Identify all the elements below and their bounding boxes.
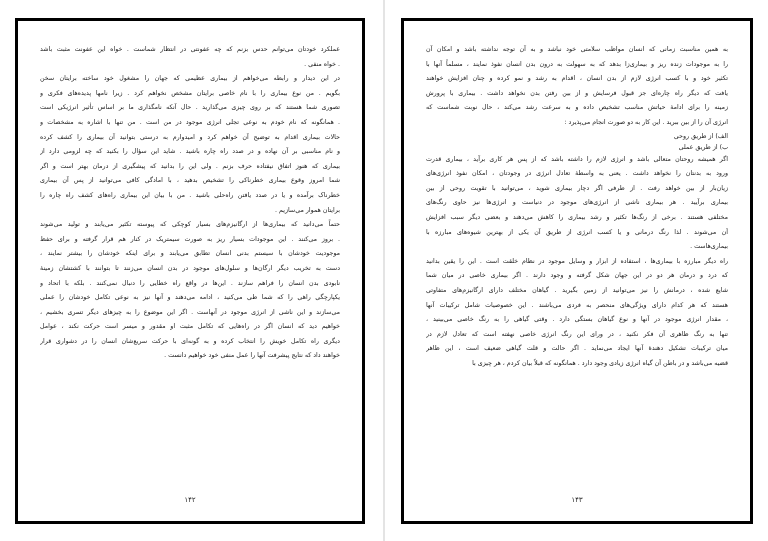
text-line: به همین مناسبت زمانی که انسان مواظب سلامتی خود نباشد و به آن توجه نداشته باشد و امکان آن (426, 46, 728, 53)
text-line: خطرناک برآمده و یا در صدد یافتن راه‌حلی باشید . من با بیان این بیماری راه‌های کشف راه چاره را (40, 191, 340, 199)
text-line: بیماری‌هاست . (690, 243, 728, 251)
text-line: هستند که هر کدام دارای ویژگی‌های منحصر به فردی می‌باشند . این خصوصیات شامل ترکیبات آنها (426, 301, 728, 309)
text-line: مختلفی هستند . برخی از رنگ‌ها تکثیر و رشد بیماری را کاهش می‌دهند و بعضی دیگر سبب افزایش (426, 213, 728, 221)
text-line: . خواه منفی . (304, 60, 340, 68)
text-line: که درد و درمان هر دو در این جهان شکل گرفته و وجود دارند . اگر بیماری خاصی در میان شما (426, 272, 728, 280)
text-line: می‌سازند و این ناشی از انرژی موجود در آنهاست . اگر این موضوع را به چیزهای دیگر تسری بخشیم ، (40, 308, 340, 316)
text-line: زمینه را برای ادامهٔ حیاتش مناسب تشخیص داده و به سرعت رشد می‌کند ، حال نوبت شماست که (426, 104, 728, 112)
text-line: . بروز می‌کنند . این موجودات بسیار ریز به صورت سیمتریک در کنار هم قرار گرفته و برای حفظ (40, 235, 340, 243)
right-page-number: ۱۴۳ (571, 496, 583, 504)
text-line: زیان‌بار از بین خواهد رفت . از طرفی اگر دچار بیماری شوید ، می‌توانید با تقویت روحی از بین (426, 184, 728, 192)
text-line: تصوری شما هستند که بر روی چیزی می‌گذارید . حال آنکه نامگذاری ما بر اساس تأثیر انرژیکی است (40, 104, 340, 112)
text-line: خواهند داد که نتایج پیشرفت آنها را عمل منفی خود خواهیم دانست . (164, 352, 340, 360)
text-line: خواهیم دید که انسان اگر در راه‌هایی که تکامل مثبت او مقدور و میسر است حرکت نکند ، عوامل (40, 323, 340, 331)
text-line: بیماری که هنوز اتفاق نیفتاده حرف بزنم . ولی این را بدانید که پیشگیری از درمان بهتر است و اگر (40, 162, 340, 170)
text-line: آن می‌شوند . لذا رنگ درمانی و یا کسب انرژی از طریق آن یکی از بهترین شیوه‌های مبارزه با (426, 228, 728, 236)
text-line: حتماً می‌دانید که بیماری‌ها از ارگانیزم‌های بسیار کوچکی که پیوسته تکثیر می‌یابند و تولید می‌شوند (40, 221, 340, 229)
right-page-frame (401, 18, 753, 524)
text-line: موجودیت خودشان با سیستم بدنی انسان تطابق می‌یابند و برای اینکه خودشان را بیشتر نمایند ، (40, 250, 340, 258)
left-page-frame (15, 18, 365, 524)
text-line: اگر همیشه روحتان متعالی باشد و انرژی لازم را داشته باشد که از پس هر کاری برآید ، بیماری قدرت (426, 155, 728, 163)
text-line: الف) از طریق روحی (673, 132, 728, 140)
text-line: تنها به رنگ ظاهری آن فکر نکنید ، در ورای این رنگ انرژی خاصی نهفته است که تعادل لازم در (426, 330, 728, 338)
text-line: ورود به بدنتان را نخواهد داشت . یعنی به واسطهٔ تعادل انرژی در وجودتان ، امکان نفوذ انرژی‌های (426, 170, 728, 178)
text-line: شما امروز وقوع بیماری خطرناکی را تشخیص بدهید ، با امادگی کافی می‌توانید از پس آن بیماری (40, 177, 340, 185)
text-line: عملکرد خودتان می‌توانم حدس بزنم که چه عفونتی در انتظار شماست . خواه این عفونت مثبت باشد (40, 46, 340, 53)
right-page-text (426, 43, 728, 371)
text-line: حالات بیماری اقدام به توضیح آن خواهم کرد و امیدوارم به درستی بتوانید آن بیماری را کشف کرده (40, 133, 340, 141)
right-page (385, 0, 768, 541)
text-line: ، مقدار انرژی موجود در آنها و نوع گیاهان بستگی دارد . وقتی گیاهی را به رنگ خاصی می‌بینید ، (426, 316, 728, 324)
text-line: انرژی آن را از بین ببرید . این کار به دو صورت انجام می‌پذیرد : (564, 118, 728, 126)
text-line: برایتان هموار می‌سازیم . (275, 206, 340, 214)
text-line: را به موجودات زنده ریز و بیماری‌زا بدهد که به سهولت به درون بدن انسان نفوذ نمایند ، مسلماً آنها با (426, 60, 728, 68)
text-line: در این دیدار و رابطه می‌خواهم از بیماری عظیمی که جهان را مشغول خود ساخته برایتان سخن (40, 75, 340, 83)
text-line: و نام مناسبی بر آن نهاده و در صدد راه چاره باشید . شاید این سؤال را بکنید که چه لزومی دارد از (40, 148, 340, 156)
left-page (0, 0, 383, 541)
text-line: یافت که دیگر راه چاره‌ای جز قبول فرسایش و از بین رفتن بدن نخواهد داشت . بیماری با پرورش (426, 89, 728, 97)
text-line: ب) از طریق عملی (678, 143, 728, 151)
text-line: دیگری راه تکامل خویش را انتخاب کرده و به گونه‌ای با حرکت سریع‌شان انسان را در دشواری قرار (40, 337, 340, 345)
left-page-number: ۱۴۲ (184, 496, 196, 504)
text-line: میان ترکیبات تشکیل دهندهٔ آنها ایجاد می‌نماید . اگر حالت و قلت گیاهی ضعیف است ، این ظاهر (426, 345, 728, 353)
left-page-text (40, 43, 340, 364)
text-line: بیماری برآیید . هر بیماری ناشی از انرژی‌های موجود در دنیاست و انرژی‌ها نیز حاوی رنگ‌های (426, 199, 728, 207)
text-line: شایع شده ، درمانش را نیز می‌توانید از زمین بگیرید . گیاهان مختلف دارای ارگانیزم‌های متفاوتی (426, 286, 728, 294)
text-line: . همانگونه که نام خودم به نوعی تجلی انرژی موجود در من است . من تنها با اشاره به مشخصات و (40, 118, 340, 126)
text-line: قضیه می‌باشد و در باطن آن گیاه انرژی زیادی وجود دارد . همانگونه که قبلاً بیان کردم ، هر چیزی با (472, 359, 728, 367)
text-line: بگویم . من نوع بیماری را با نام خاصی برایتان مشخص نخواهم کرد . زیرا نامها پدیده‌های فکری و (40, 89, 340, 97)
text-line: یکپارچگی راهی را که شما طی می‌کنید ، ادامه می‌دهند و آنها نیز به نوعی تکامل خودشان را عملی (40, 294, 340, 302)
text-line: راه دیگر مبارزه با بیماری‌ها ، استفاده از ابزار و وسایل موجود در نظام خلقت است . این را یقین بدانید (426, 257, 728, 265)
text-line: دست به تخریب دیگر ارگان‌ها و سلول‌های موجود در بدن انسان می‌زنند تا بتوانند با کشتشان زمینهٔ (40, 264, 340, 272)
text-line: تکثیر خود و با کسب انرژی لازم از بدن انسان ، اقدام به رشد و نمو کرده و چنان افزایش خواهند (426, 75, 728, 83)
text-line: نابودی بدن انسان را فراهم سازند . این‌ها در واقع راه خطایی را دنبال نمی‌کنند . بلکه با اتحاد و (40, 279, 340, 287)
